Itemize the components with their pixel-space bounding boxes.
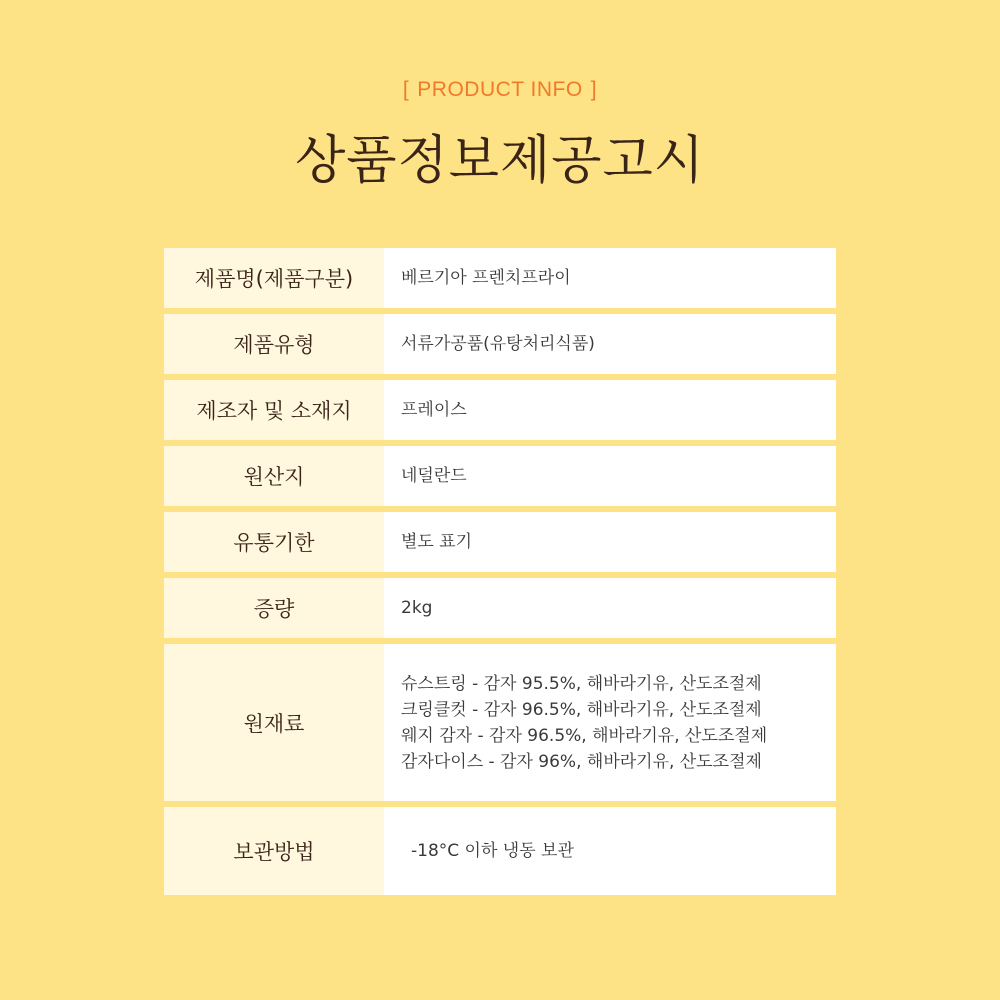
product-info-table [164, 248, 836, 901]
value-line: 서류가공품(유탕처리식품) [401, 334, 595, 354]
row-value [384, 644, 836, 801]
eyebrow-text: PRODUCT INFO [417, 78, 583, 101]
table-row-weight [164, 578, 836, 638]
table-row-storage [164, 807, 836, 895]
table-row-product-name [164, 248, 836, 308]
row-value [384, 807, 836, 895]
eyebrow-bracket-left: [ [402, 78, 410, 101]
value-line: 네덜란드 [401, 466, 467, 486]
value-line: 감자다이스 - 감자 96%, 해바라기유, 산도조절제 [401, 751, 762, 772]
row-label: 제조자 및 소재지 [164, 380, 384, 440]
row-label: 원재료 [164, 644, 384, 801]
row-value [384, 512, 836, 572]
page-title: 상품정보제공고시 [295, 131, 705, 191]
value-line: 베르기아 프렌치프라이 [401, 268, 571, 288]
row-value [384, 314, 836, 374]
row-label: 제품유형 [164, 314, 384, 374]
row-label: 제품명(제품구분) [164, 248, 384, 308]
value-line: 웨지 감자 - 감자 96.5%, 해바라기유, 산도조절제 [401, 725, 768, 746]
row-value [384, 380, 836, 440]
table-row-ingredients [164, 644, 836, 801]
eyebrow-bracket-right: ] [590, 78, 598, 101]
table-row-manufacturer [164, 380, 836, 440]
value-line: 2kg [401, 598, 433, 618]
section-eyebrow [0, 78, 1000, 102]
value-line: 별도 표기 [401, 532, 473, 552]
row-label: 원산지 [164, 446, 384, 506]
row-value [384, 578, 836, 638]
value-line: 슈스트링 - 감자 95.5%, 해바라기유, 산도조절제 [401, 673, 762, 694]
table-row-product-type [164, 314, 836, 374]
value-line: 크링클컷 - 감자 96.5%, 해바라기유, 산도조절제 [401, 699, 762, 720]
row-label: 유통기한 [164, 512, 384, 572]
value-line: 프레이스 [401, 400, 467, 420]
table-row-expiry [164, 512, 836, 572]
row-value [384, 248, 836, 308]
table-row-origin [164, 446, 836, 506]
row-label: 보관방법 [164, 807, 384, 895]
row-value [384, 446, 836, 506]
row-label: 증량 [164, 578, 384, 638]
value-line: -18°C 이하 냉동 보관 [411, 841, 574, 861]
